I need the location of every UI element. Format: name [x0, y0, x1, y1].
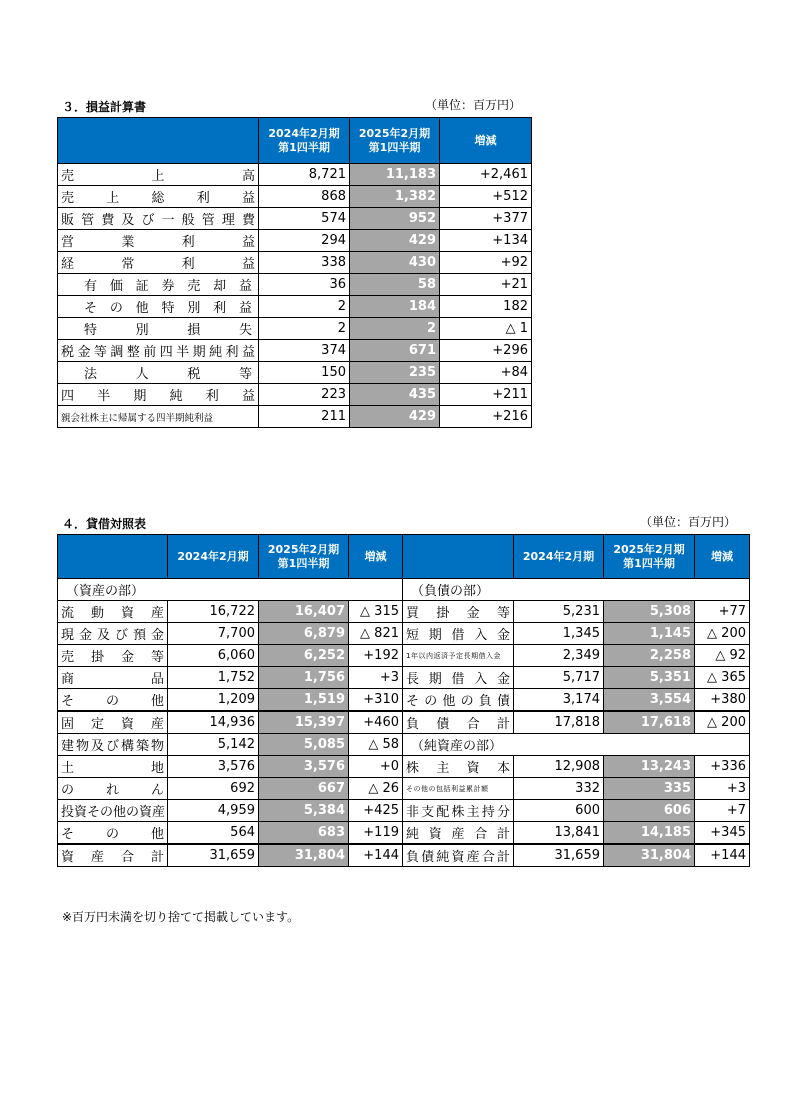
asset-diff: +144: [349, 844, 403, 867]
diff-value: +377: [440, 208, 532, 230]
bs-header-diff-right: 増減: [695, 535, 750, 579]
asset-diff: △ 315: [349, 601, 403, 623]
row-label: その他特別利益: [58, 296, 259, 318]
prev-value: 2: [259, 318, 350, 340]
liability-curr: 14,185: [604, 822, 695, 845]
asset-curr: 667: [259, 778, 349, 800]
bs-header-diff-left: 増減: [349, 535, 403, 579]
prev-value: 223: [259, 384, 350, 406]
asset-diff: +460: [349, 711, 403, 734]
table-row: [58, 274, 532, 296]
asset-curr: 6,879: [259, 623, 349, 645]
liability-diff: +345: [695, 822, 750, 845]
liability-prev: 600: [514, 800, 604, 822]
diff-value: +2,461: [440, 164, 532, 186]
liability-diff: +380: [695, 689, 750, 712]
asset-diff: +3: [349, 667, 403, 689]
liability-prev: 1,345: [514, 623, 604, 645]
table-row: [58, 711, 750, 734]
asset-prev: 7,700: [168, 623, 259, 645]
table-row: [58, 822, 750, 845]
asset-label: のれん: [58, 778, 168, 800]
income-statement-unit: （単位：百万円）: [425, 98, 522, 112]
liability-diff: △ 200: [695, 711, 750, 734]
diff-value: +21: [440, 274, 532, 296]
liability-label: その他の負債: [403, 689, 514, 712]
diff-value: +512: [440, 186, 532, 208]
header-curr-period: 2025年2月期 第1四半期: [350, 118, 440, 164]
assets-section-label: （資産の部）: [58, 579, 403, 601]
diff-value: +84: [440, 362, 532, 384]
row-label: 四半期純利益: [58, 384, 259, 406]
liability-label: 負債合計: [403, 711, 514, 734]
net-assets-section-label: （純資産の部）: [403, 734, 750, 756]
asset-label: 売掛金等: [58, 645, 168, 667]
asset-curr: 16,407: [259, 601, 349, 623]
curr-value: 1,382: [350, 186, 440, 208]
diff-value: 182: [440, 296, 532, 318]
table-row: [58, 340, 532, 362]
row-label: 税金等調整前四半期純利益: [58, 340, 259, 362]
table-row: [58, 800, 750, 822]
liability-prev: 12,908: [514, 756, 604, 778]
asset-diff: +310: [349, 689, 403, 712]
asset-label: その他: [58, 689, 168, 712]
curr-value: 11,183: [350, 164, 440, 186]
curr-value: 952: [350, 208, 440, 230]
asset-curr: 5,384: [259, 800, 349, 822]
curr-value: 430: [350, 252, 440, 274]
liability-label: 1年以内返済予定長期借入金: [403, 645, 514, 667]
asset-prev: 3,576: [168, 756, 259, 778]
asset-diff: +192: [349, 645, 403, 667]
header-diff: 増減: [440, 118, 532, 164]
asset-label: 商品: [58, 667, 168, 689]
header-prev-period: 2024年2月期 第1四半期: [259, 118, 350, 164]
liability-curr: 31,804: [604, 844, 695, 867]
asset-label: 固定資産: [58, 711, 168, 734]
table-row: [58, 362, 532, 384]
prev-value: 8,721: [259, 164, 350, 186]
table-row: [58, 689, 750, 712]
row-label: 販管費及び一般管理費: [58, 208, 259, 230]
liability-diff: +7: [695, 800, 750, 822]
curr-value: 671: [350, 340, 440, 362]
row-label: 法人税等: [58, 362, 259, 384]
liability-diff: +3: [695, 778, 750, 800]
prev-value: 338: [259, 252, 350, 274]
prev-value: 211: [259, 406, 350, 428]
liability-curr: 5,351: [604, 667, 695, 689]
asset-label: 現金及び預金: [58, 623, 168, 645]
diff-value: +216: [440, 406, 532, 428]
curr-value: 429: [350, 406, 440, 428]
row-label: 特別損失: [58, 318, 259, 340]
asset-curr: 6,252: [259, 645, 349, 667]
asset-curr: 1,756: [259, 667, 349, 689]
liability-label: 非支配株主持分: [403, 800, 514, 822]
bs-header-curr-right: 2025年2月期 第1四半期: [604, 535, 695, 579]
diff-value: +296: [440, 340, 532, 362]
section-row: [58, 579, 750, 601]
table-row: [58, 756, 750, 778]
liability-prev: 17,818: [514, 711, 604, 734]
prev-value: 574: [259, 208, 350, 230]
balance-sheet-unit: （単位：百万円）: [640, 515, 737, 529]
asset-label: その他: [58, 822, 168, 845]
asset-label: 投資その他の資産: [58, 800, 168, 822]
liability-prev: 2,349: [514, 645, 604, 667]
asset-prev: 31,659: [168, 844, 259, 867]
liability-label: 純資産合計: [403, 822, 514, 845]
curr-value: 2: [350, 318, 440, 340]
bs-header-curr-left: 2025年2月期 第1四半期: [259, 535, 349, 579]
row-label: 経常利益: [58, 252, 259, 274]
liability-prev: 5,717: [514, 667, 604, 689]
liability-diff: +144: [695, 844, 750, 867]
liability-diff: △ 92: [695, 645, 750, 667]
bs-header-prev-left: 2024年2月期: [168, 535, 259, 579]
prev-value: 294: [259, 230, 350, 252]
asset-diff: +425: [349, 800, 403, 822]
liability-diff: △ 365: [695, 667, 750, 689]
row-label: 有価証券売却益: [58, 274, 259, 296]
curr-value: 429: [350, 230, 440, 252]
diff-value: +211: [440, 384, 532, 406]
liability-prev: 3,174: [514, 689, 604, 712]
asset-label: 流動資産: [58, 601, 168, 623]
footnote: ※百万円未満を切り捨てて掲載しています。: [62, 910, 300, 924]
table-row: [58, 384, 532, 406]
liability-label: その他の包括利益累計額: [403, 778, 514, 800]
asset-diff: △ 58: [349, 734, 403, 756]
row-label: 売上総利益: [58, 186, 259, 208]
asset-diff: +119: [349, 822, 403, 845]
asset-curr: 683: [259, 822, 349, 845]
prev-value: 374: [259, 340, 350, 362]
table-row: [58, 623, 750, 645]
asset-prev: 4,959: [168, 800, 259, 822]
curr-value: 184: [350, 296, 440, 318]
asset-diff: △ 821: [349, 623, 403, 645]
bs-header-blank-left: [58, 535, 168, 579]
table-row: [58, 318, 532, 340]
row-label: 売上高: [58, 164, 259, 186]
row-label: 営業利益: [58, 230, 259, 252]
liability-curr: 1,145: [604, 623, 695, 645]
liability-curr: 17,618: [604, 711, 695, 734]
curr-value: 58: [350, 274, 440, 296]
liability-diff: +336: [695, 756, 750, 778]
asset-curr: 1,519: [259, 689, 349, 712]
bs-header-prev-right: 2024年2月期: [514, 535, 604, 579]
liability-label: 負債純資産合計: [403, 844, 514, 867]
asset-prev: 692: [168, 778, 259, 800]
asset-curr: 15,397: [259, 711, 349, 734]
liability-curr: 2,258: [604, 645, 695, 667]
income-statement-table: [57, 117, 532, 428]
prev-value: 36: [259, 274, 350, 296]
row-label: 親会社株主に帰属する四半期純利益: [58, 406, 259, 428]
diff-value: +92: [440, 252, 532, 274]
liability-curr: 3,554: [604, 689, 695, 712]
diff-value: +134: [440, 230, 532, 252]
table-row: [58, 208, 532, 230]
table-row: [58, 296, 532, 318]
liability-curr: 13,243: [604, 756, 695, 778]
liability-label: 短期借入金: [403, 623, 514, 645]
table-row: [58, 667, 750, 689]
liability-prev: 5,231: [514, 601, 604, 623]
prev-value: 868: [259, 186, 350, 208]
asset-prev: 6,060: [168, 645, 259, 667]
asset-prev: 1,209: [168, 689, 259, 712]
liability-curr: 606: [604, 800, 695, 822]
balance-sheet-table: [57, 534, 750, 867]
asset-curr: 5,085: [259, 734, 349, 756]
prev-value: 150: [259, 362, 350, 384]
asset-prev: 564: [168, 822, 259, 845]
table-row: [58, 601, 750, 623]
bs-header-blank-right: [403, 535, 514, 579]
curr-value: 235: [350, 362, 440, 384]
table-row: [58, 164, 532, 186]
diff-value: △ 1: [440, 318, 532, 340]
liability-curr: 5,308: [604, 601, 695, 623]
liabilities-section-label: （負債の部）: [403, 579, 750, 601]
asset-diff: +0: [349, 756, 403, 778]
prev-value: 2: [259, 296, 350, 318]
liability-diff: +77: [695, 601, 750, 623]
table-row: [58, 645, 750, 667]
header-blank: [58, 118, 259, 164]
table-row: [58, 778, 750, 800]
balance-sheet-title: ４．貸借対照表: [62, 517, 147, 531]
liability-curr: 335: [604, 778, 695, 800]
liability-label: 買掛金等: [403, 601, 514, 623]
asset-prev: 1,752: [168, 667, 259, 689]
asset-curr: 3,576: [259, 756, 349, 778]
asset-label: 建物及び構築物: [58, 734, 168, 756]
curr-value: 435: [350, 384, 440, 406]
asset-prev: 16,722: [168, 601, 259, 623]
table-row: [58, 406, 532, 428]
liability-prev: 13,841: [514, 822, 604, 845]
liability-prev: 332: [514, 778, 604, 800]
table-row: [58, 734, 750, 756]
income-statement-title: ３．損益計算書: [62, 100, 147, 114]
asset-diff: △ 26: [349, 778, 403, 800]
table-row: [58, 252, 532, 274]
asset-label: 資産合計: [58, 844, 168, 867]
liability-label: 株主資本: [403, 756, 514, 778]
asset-curr: 31,804: [259, 844, 349, 867]
table-row: [58, 230, 532, 252]
asset-label: 土地: [58, 756, 168, 778]
liability-prev: 31,659: [514, 844, 604, 867]
liability-diff: △ 200: [695, 623, 750, 645]
table-row: [58, 186, 532, 208]
liability-label: 長期借入金: [403, 667, 514, 689]
asset-prev: 5,142: [168, 734, 259, 756]
table-row: [58, 844, 750, 867]
asset-prev: 14,936: [168, 711, 259, 734]
